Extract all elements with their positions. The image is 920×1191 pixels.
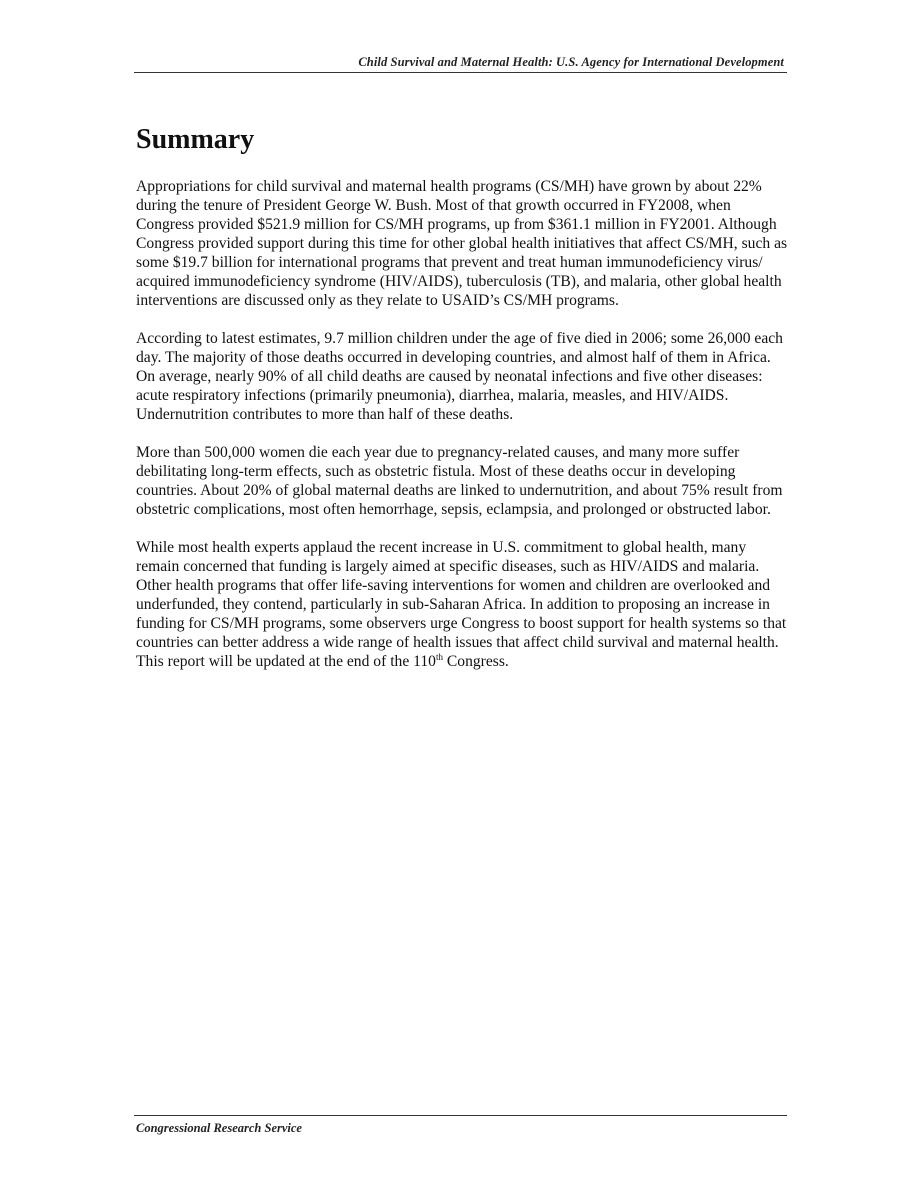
- summary-body: [136, 177, 791, 690]
- paragraph-maternal-deaths: More than 500,000 women die each year due to pregnancy-related causes, and many more suffer debilitating long-term effects, such as obstetric fistula. Most of these deaths occur in developing countries. About 20% of global maternal deaths are linked to undernutrition, and about 75% result from obstetric complications, most often hemorrhage, sepsis, eclampsia, and prolonged or obstructed labor.: [136, 444, 783, 518]
- paragraph-funding-tail: Congress.: [442, 653, 509, 670]
- ordinal-superscript: th: [435, 652, 443, 662]
- footer-divider: [134, 1115, 787, 1116]
- paragraph-funding-concerns: [136, 538, 791, 671]
- paragraph-appropriations: Appropriations for child survival and maternal health programs (CS/MH) have grown by about 22% during the tenure of President George W. Bush. Most of that growth occurred in FY2008, when Congress provided $521.9 million for CS/MH programs, up from $361.1 million in FY2001. Although Congress provided support during this time for other global health initiatives that affect CS/MH, such as some $19.7 billion for international programs that prevent and treat human immunodeficiency virus/ acquired immunodeficiency syndrome (HIV/AIDS), tuberculosis (TB), and malaria, other global health interventions are discussed only as they relate to USAID’s CS/MH programs.: [136, 178, 788, 309]
- paragraph-child-deaths: According to latest estimates, 9.7 million children under the age of five died in 2006; some 26,000 each day. The majority of those deaths occurred in developing countries, and almost half of them in Africa. On average, nearly 90% of all child deaths are caused by neonatal infections and five other diseases: acute respiratory infections (primarily pneumonia), diarrhea, malaria, measles, and HIV/AIDS. Undernutrition contributes to more than half of these deaths.: [136, 330, 783, 423]
- running-footer: Congressional Research Service: [136, 1121, 302, 1135]
- paragraph-funding-text: While most health experts applaud the recent increase in U.S. commitment to global health, many remain concerned that funding is largely aimed at specific diseases, such as HIV/AIDS and malaria. Other health programs that offer life-saving interventions for women and children are overlooked and underfunded, they contend, particularly in sub-Saharan Africa. In addition to proposing an increase in funding for CS/MH programs, some observers urge Congress to boost support for health systems so that countries can better address a wide range of health issues that affect child survival and maternal health. This report will be updated at the end of the 110: [136, 539, 787, 670]
- page-title: Summary: [136, 124, 255, 155]
- header-divider: [134, 72, 787, 73]
- running-header: Child Survival and Maternal Health: U.S. Agency for International Development: [358, 55, 784, 69]
